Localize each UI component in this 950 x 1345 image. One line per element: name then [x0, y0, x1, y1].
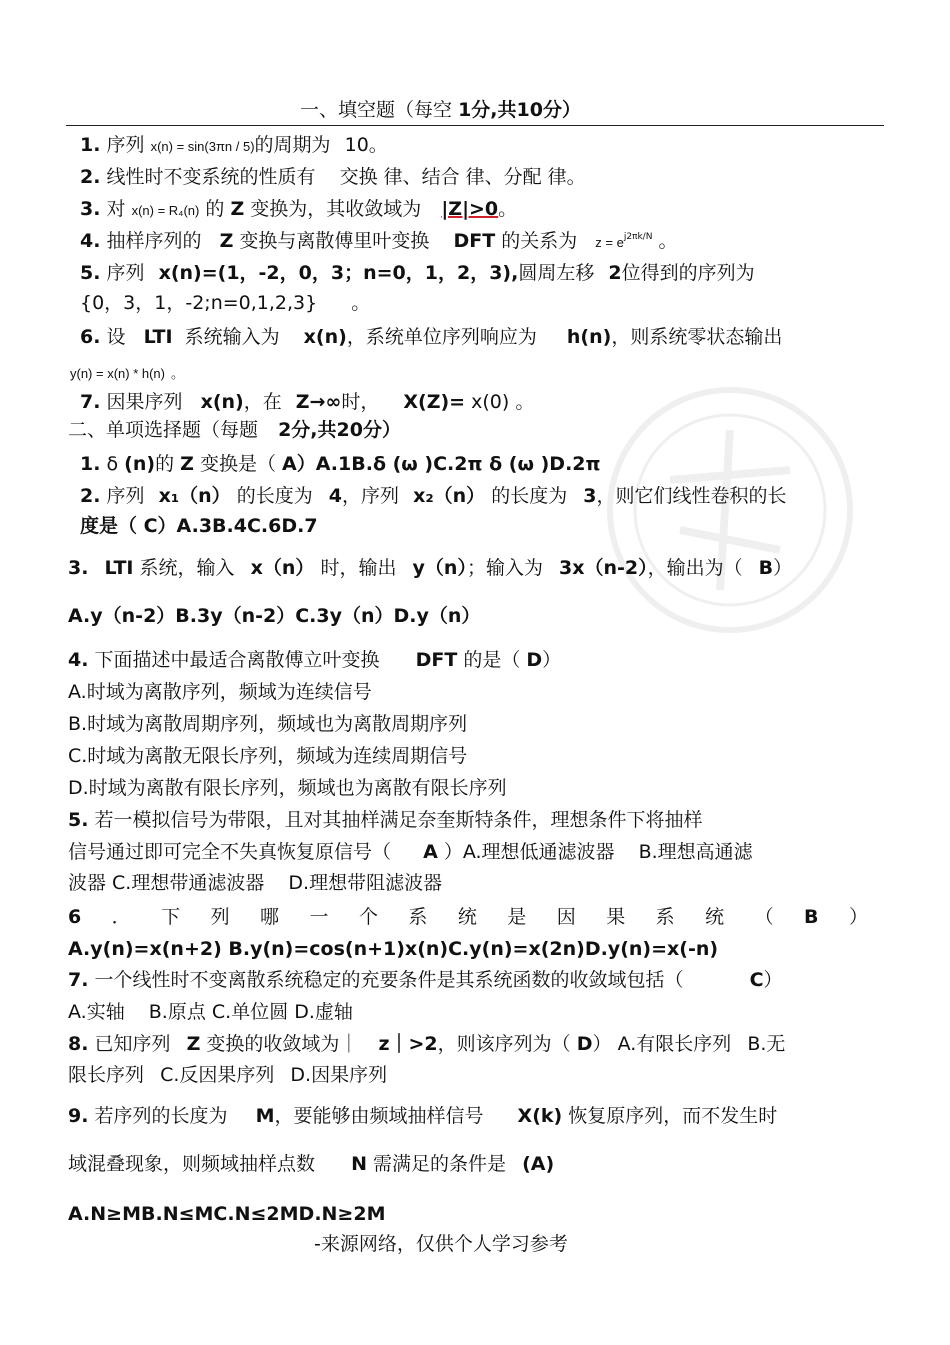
q-option: D.虚轴 [294, 1001, 353, 1023]
q-text: 的是（ [463, 649, 521, 671]
q-num: 6 [68, 906, 82, 928]
q-option: A.实轴 [68, 1001, 125, 1023]
q-num: 8. [68, 1033, 89, 1055]
section1-heading [300, 98, 581, 122]
section1-heading-text: 一、填空题（每空 [300, 99, 453, 121]
q-text: Z [186, 1033, 201, 1055]
q-text: x(n)=(1，-2，0，3；n=0，1，2，3), [158, 262, 519, 284]
q-answer: |Z|>0 [441, 198, 499, 220]
q-answer: 交换 律、结合 律、分配 律。 [339, 166, 586, 188]
q-num: 4. [80, 230, 101, 252]
q-text: x(n) [200, 391, 244, 413]
q2-9-options [68, 1202, 385, 1226]
q2-6 [68, 905, 868, 929]
q-text: 圆周左移 [518, 262, 595, 284]
q1-5 [80, 261, 755, 285]
q-text: Z [180, 453, 194, 475]
q-option: B.时域为离散周期序列，频域也为离散周期序列 [68, 713, 468, 735]
q-text: 2 [608, 262, 622, 284]
q-option: C.单位圆 [211, 1001, 289, 1023]
q-text: LTI [104, 557, 134, 579]
q2-4-option-d [68, 776, 507, 800]
q2-4-option-b [68, 712, 467, 736]
q1-5-answer [80, 291, 370, 315]
q-text: 的 [205, 198, 225, 220]
q-text: 哪 [260, 906, 280, 928]
q-text: (n) [124, 453, 156, 475]
q-num: 5. [68, 809, 89, 831]
q-text: 设 [106, 326, 126, 348]
watermark-stamp [600, 360, 860, 660]
q-text: Z→∞ [295, 391, 342, 413]
q-text: 系统，输入 [139, 557, 235, 579]
q2-5 [68, 808, 703, 832]
q-option: 限长序列 [68, 1064, 145, 1086]
q2-3 [68, 556, 792, 580]
q1-1 [80, 133, 388, 159]
q-option: A.时域为离散序列，频域为连续信号 [68, 681, 372, 703]
q-text: h(n) [566, 326, 612, 348]
q-text: 域混叠现象，则频域抽样点数 [68, 1153, 316, 1175]
q-text: z｜>2 [378, 1033, 438, 1055]
q-text: 因 [556, 906, 576, 928]
q-num: 6. [80, 326, 101, 348]
q-text: 下面描述中最适合离散傅立叶变换 [94, 649, 380, 671]
q-answer: (A) [522, 1153, 555, 1175]
q-text: 。 [515, 391, 535, 413]
q-text: 的长度为 [491, 485, 568, 507]
q2-6-options [68, 937, 718, 961]
q-answer: 10。 [344, 134, 388, 156]
q-text: 时，输出 [320, 557, 397, 579]
q-text: 时， [341, 391, 380, 413]
q-text: 统 [457, 906, 477, 928]
q2-7 [68, 968, 783, 992]
q-answer: D [576, 1033, 593, 1055]
q1-4 [80, 229, 678, 257]
q-text: 一 [309, 906, 329, 928]
q-text: 。 [351, 292, 371, 314]
q-text: ，系统单位序列响应为 [346, 326, 537, 348]
q1-6 [80, 325, 782, 349]
q-num: 1. [80, 134, 101, 156]
q2-9 [68, 1104, 777, 1128]
q-text: ） [773, 557, 793, 579]
q1-6-answer [70, 360, 184, 386]
source-footer [314, 1232, 568, 1256]
q1-2 [80, 165, 586, 189]
q2-9-line2 [68, 1152, 554, 1176]
q-text: 对 [106, 198, 126, 220]
q-text: 变换为，其收敛域为 [250, 198, 422, 220]
q-text: δ [106, 453, 119, 475]
q2-4-option-c [68, 744, 467, 768]
q2-8 [68, 1032, 785, 1056]
q-text: x₂（n） [413, 485, 486, 507]
q-text: 的关系为 [501, 230, 578, 252]
q2-7-options [68, 1000, 353, 1024]
q-text: 变换的收敛域为｜ [206, 1033, 359, 1055]
q-text: M [255, 1105, 275, 1127]
q-math: z = e [595, 235, 624, 250]
q-text: 因果序列 [106, 391, 183, 413]
q-text: 一个线性时不变离散系统稳定的充要条件是其系统函数的收敛域包括（ [94, 969, 684, 991]
q-num: 2. [80, 166, 101, 188]
q-options: A.y（n-2）B.3y（n-2）C.3y（n）D.y（n） [68, 605, 481, 627]
q-math: x(n) = R₄(n) [131, 203, 200, 218]
q-text: 4 [328, 485, 343, 507]
q2-8-line2 [68, 1063, 387, 1087]
q-option: D.理想带阻滤波器 [288, 872, 443, 894]
q-num: 9. [68, 1105, 89, 1127]
q-num: 4. [68, 649, 89, 671]
q-text: X(Z)= [403, 391, 466, 413]
q-text: 变换与离散傅里叶变换 [239, 230, 430, 252]
section1-heading-score: 1分,共10分） [458, 99, 581, 121]
q-text: ，则它们线性卷积的长 [596, 485, 787, 507]
q-text: 抽样序列的 [106, 230, 202, 252]
q-text: ，序列 [342, 485, 400, 507]
q-option: D.因果序列 [290, 1064, 388, 1086]
q-math: x(n) = sin(3πn / 5) [150, 139, 255, 154]
q-text: Z [230, 198, 245, 220]
q-num: 5. [80, 262, 101, 284]
q-text: 序列 [106, 485, 145, 507]
q-text: 下 [161, 906, 181, 928]
q-text: 系统输入为 [184, 326, 280, 348]
q-options: ）A.1B.δ (ω )C.2π δ (ω )D.2π [296, 453, 601, 475]
q-option: C.反因果序列 [160, 1064, 275, 1086]
q2-4 [68, 648, 561, 672]
q-text: 的周期为 [254, 134, 331, 156]
q-text: 已知序列 [94, 1033, 171, 1055]
q-text: 。 [498, 198, 518, 220]
q-num: 2. [80, 485, 101, 507]
q-text: （ [754, 906, 774, 928]
q-text: 。 [658, 230, 678, 252]
q-text: 若一模拟信号为带限，且对其抽样满足奈奎斯特条件，理想条件下将抽样 [94, 809, 703, 831]
q-text: 果 [606, 906, 626, 928]
q-option: 波器 C.理想带通滤波器 [68, 872, 265, 894]
q-text: 。 [171, 366, 185, 381]
q-text: ） [848, 906, 868, 928]
q-text: 若序列的长度为 [94, 1105, 228, 1127]
q-text: 序列 [106, 262, 145, 284]
q-option: D.时域为离散有限长序列，频域也为离散有限长序列 [68, 777, 507, 799]
q2-3-options [68, 604, 480, 628]
q-options: A.y(n)=x(n+2) B.y(n)=cos(n+1)x(n)C.y(n)=x(2n)D.y(n)=x(-n) [68, 938, 719, 960]
section2-heading [68, 418, 401, 442]
q-text: LTI [143, 326, 173, 348]
q-text: ，输出为（ [647, 557, 743, 579]
q-math: y(n) = x(n) * h(n) [70, 366, 165, 381]
q-answer: D [526, 649, 543, 671]
q-options: 度是（ C）A.3B.4C.6D.7 [80, 515, 318, 537]
q-text: 信号通过即可完全不失真恢复原信号（ [68, 841, 392, 863]
q-answer: A [282, 453, 297, 475]
q-text: 变换是（ [199, 453, 276, 475]
q-text: 需满足的条件是 [373, 1153, 507, 1175]
q2-5-line3 [68, 871, 442, 895]
q-text: x(n) [303, 326, 347, 348]
q-text: 位得到的序列为 [621, 262, 755, 284]
q-text: x（n） [250, 557, 315, 579]
q-num: 7. [80, 391, 101, 413]
q2-5-line2 [68, 840, 753, 864]
q-text: 恢复原序列，而不发生时 [568, 1105, 778, 1127]
q-text: N [351, 1153, 367, 1175]
q-answer: C [749, 969, 764, 991]
q-text: ；输入为 [466, 557, 543, 579]
q-text: Z [219, 230, 234, 252]
q-text: 3 [583, 485, 597, 507]
q-answer: B [758, 557, 774, 579]
q-text: ． [111, 906, 131, 928]
q-text: 列 [210, 906, 230, 928]
q-text: 序列 [106, 134, 145, 156]
section2-heading-score: 2分,共20分） [278, 419, 401, 441]
q1-7 [80, 390, 534, 414]
q-num: 1. [80, 453, 101, 475]
q-text: 的 [155, 453, 175, 475]
q-options: A.N≥MB.N≤MC.N≤2MD.N≥2M [68, 1203, 386, 1225]
q-text: 系 [655, 906, 675, 928]
q-num: 7. [68, 969, 89, 991]
section2-heading-text: 二、单项选择题（每题 [68, 419, 259, 441]
q-text: 统 [705, 906, 725, 928]
q-text: DFT [453, 230, 496, 252]
q-text: 个 [358, 906, 378, 928]
q-option: B.无 [747, 1033, 786, 1055]
q-text: 的长度为 [236, 485, 313, 507]
q2-2-options [80, 514, 318, 538]
q-text: ，在 [243, 391, 282, 413]
q-answer: B [804, 906, 819, 928]
q-option: B.原点 [148, 1001, 206, 1023]
q1-3 [80, 197, 517, 223]
q-text: DFT [415, 649, 458, 671]
q-text: 线性时不变系统的性质有 [106, 166, 316, 188]
heading-rule [66, 125, 884, 126]
q-text: 是 [507, 906, 527, 928]
q2-2 [80, 484, 787, 508]
q-text: 系 [408, 906, 428, 928]
q-text: ，要能够由频域抽样信号 [274, 1105, 484, 1127]
q-text: ，则系统零状态输出 [611, 326, 783, 348]
q-option: A.有限长序列 [617, 1033, 732, 1055]
q-num: 3. [68, 557, 89, 579]
q2-1 [80, 452, 601, 476]
q-text: y（n） [412, 557, 467, 579]
q-text: ） [542, 649, 562, 671]
q-num: 3. [80, 198, 101, 220]
q-answer: A [423, 841, 438, 863]
q-option: B.理想高通滤 [638, 841, 753, 863]
q-text: X(k) [517, 1105, 563, 1127]
q-option: ）A.理想低通滤波器 [443, 841, 615, 863]
q-answer: x(0) [471, 391, 510, 413]
q-text: x₁（n） [158, 485, 231, 507]
q-text: ） [763, 969, 783, 991]
q-text: ） [592, 1033, 612, 1055]
q-answer: {0，3，1，-2;n=0,1,2,3} [80, 292, 318, 314]
q-math-sup: j2πk/N [623, 232, 653, 242]
q-option: C.时域为离散无限长序列，频域为连续周期信号 [68, 745, 468, 767]
q-text: ，则该序列为（ [437, 1033, 571, 1055]
footer-text: -来源网络，仅供个人学习参考 [314, 1233, 568, 1255]
q2-4-option-a [68, 680, 372, 704]
q-text: 3x（n-2） [559, 557, 648, 579]
